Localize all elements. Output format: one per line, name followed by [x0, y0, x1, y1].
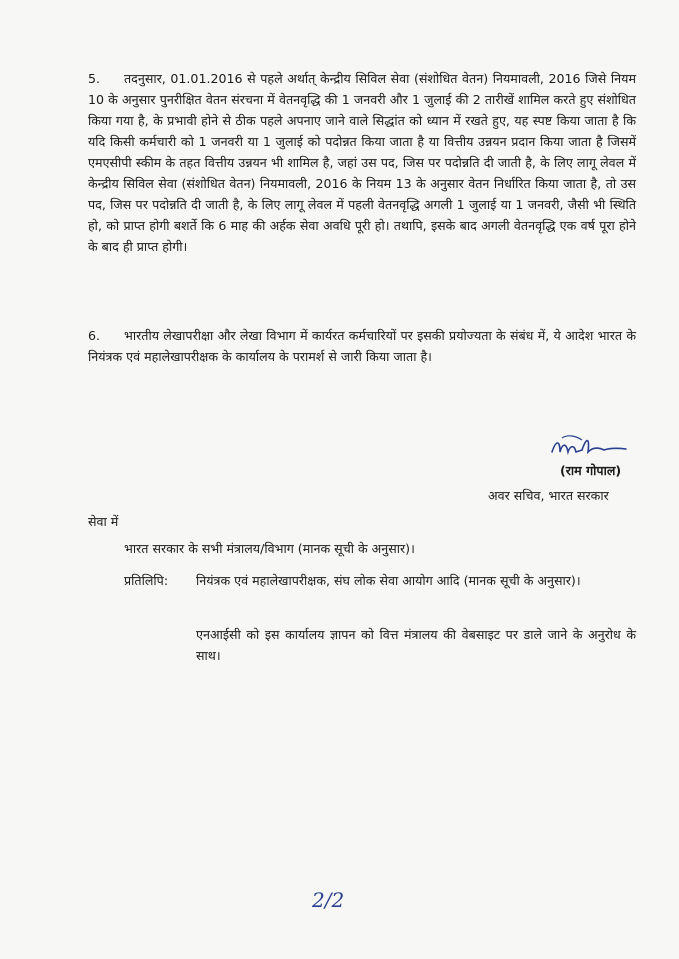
paragraph-text: तदनुसार, 01.01.2016 से पहले अर्थात् केन्द्रीय सिविल सेवा (संशोधित वेतन) नियमावली, 2016 जिसे नियम 10 के अनुसार पुनरीक्षित वेतन संरचना में वेतनवृद्धि की 1 जनवरी और 1 जुलाई की 2 तारीखें शामिल करते हुए संशोधित किया गया है, के प्रभावी होने से ठीक पहले अपनाए जाने वाले सिद्धांत को ध्यान में रखते हुए, यह स्पष्ट किया जाता है कि यदि किसी कर्मचारी को 1 जनवरी या 1 जुलाई को पदोन्नत किया जाता है या वित्तीय उन्नयन प्रदान किया जाता है जिसमें एमएसीपी स्कीम के तहत वित्तीय उन्नयन भी शामिल है, जहां उस पद, जिस पर पदोन्नति दी जाती है, के लिए लागू लेवल में केन्द्रीय सिविल सेवा (संशोधित वेतन) नियमावली, 2016 के नियम 13 के अनुसार वेतन निर्धारित किया जाता है, तो उस पद, जिस पर पदोन्नति दी जाती है, के लिए लागू लेवल में पहली वेतनवृद्धि अगली 1 जुलाई या 1 जनवरी, जैसी भी स्थिति हो, को प्राप्त होगी बशर्ते कि 6 माह की अर्हक सेवा अवधि पूरी हो। तथापि, इसके बाद अगली वेतनवृद्धि एक वर्ष पूरा होने के बाद ही प्राप्त होगी। — [88, 71, 636, 254]
paragraph-text: भारतीय लेखापरीक्षा और लेखा विभाग में कार्यरत कर्मचारियों पर इसकी प्रयोज्यता के संबंध में, ये आदेश भारत के नियंत्रक एवं महालेखापरीक्षक के कार्यालय के परामर्श से जारी किया जाता है। — [88, 328, 636, 364]
copy-to-block — [124, 570, 636, 591]
recipient-line: भारत सरकार के सभी मंत्रालय/विभाग (मानक सूची के अनुसार)। — [124, 541, 415, 556]
signature-scribble — [548, 430, 628, 464]
paragraph-number: 6. — [88, 328, 101, 343]
paragraph-number: 5. — [88, 71, 101, 86]
signatory-designation: अवर सचिव, भारत सरकार — [488, 488, 609, 503]
nic-request-text: एनआईसी को इस कार्यालय ज्ञापन को वित्त मंत्रालय की वेबसाइट पर डाले जाने के अनुरोध के साथ। — [196, 627, 636, 663]
to-label: सेवा में — [88, 514, 119, 529]
paragraph-5 — [88, 68, 636, 257]
copy-to-label: प्रतिलिपि: — [124, 573, 169, 588]
copy-to-text: नियंत्रक एवं महालेखापरीक्षक, संघ लोक सेवा आयोग आदि (मानक सूची के अनुसार)। — [196, 573, 581, 588]
page-number — [300, 885, 380, 915]
paragraph-6 — [88, 325, 636, 367]
signatory-name: (राम गोपाल) — [560, 463, 622, 478]
page-number-text: 2/2 — [312, 888, 345, 912]
